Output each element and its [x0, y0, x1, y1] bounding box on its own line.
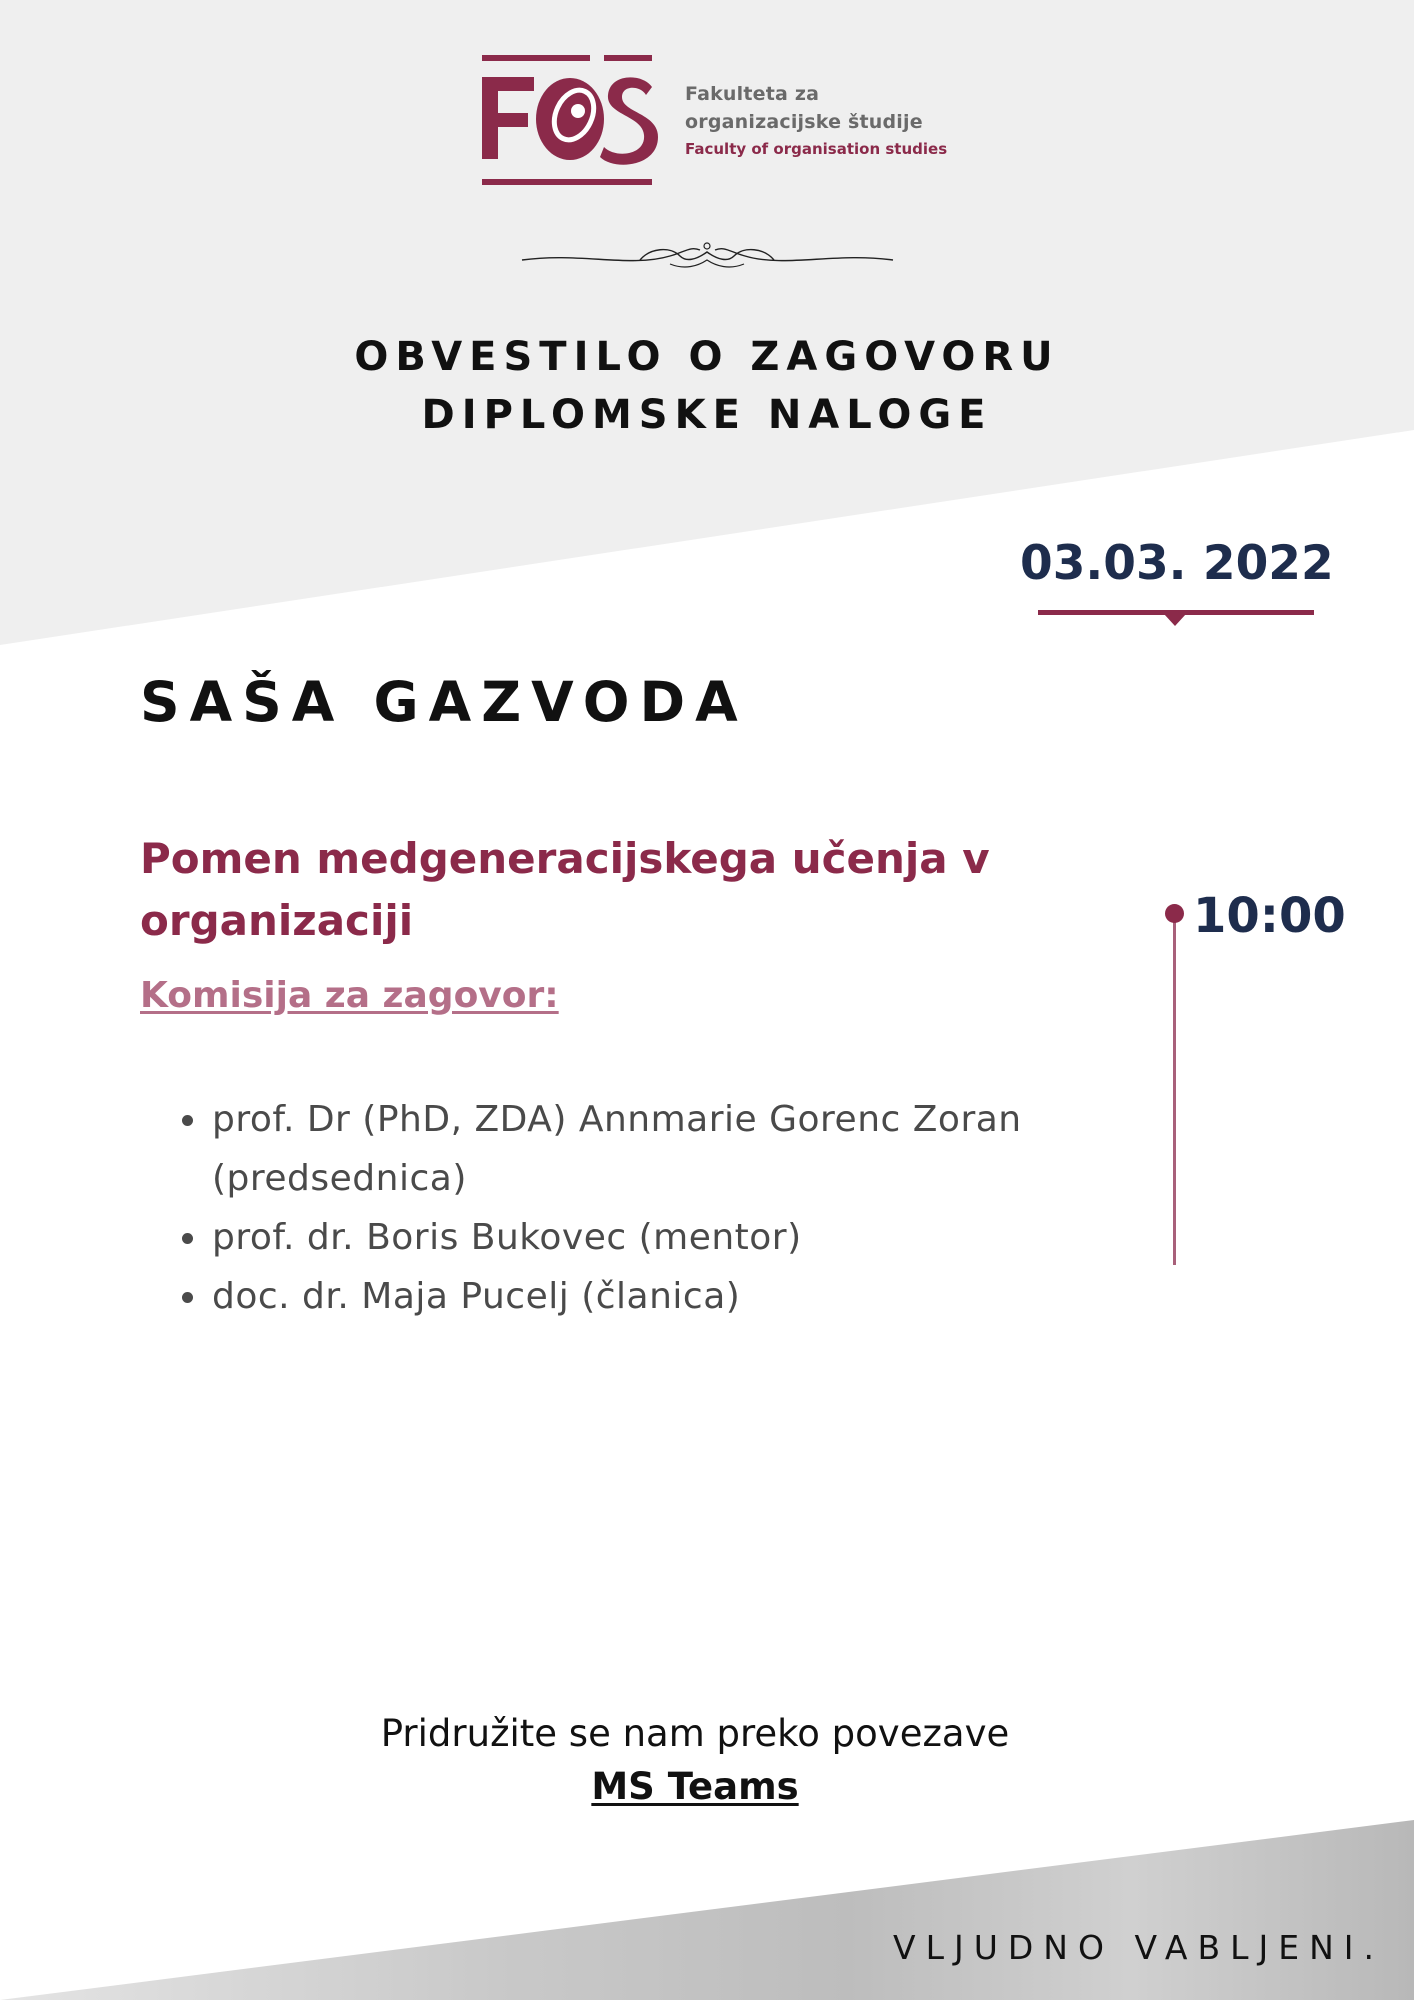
logo-line-3: Faculty of organisation studies: [685, 140, 948, 158]
candidate-name: SAŠA GAZVODA: [140, 670, 748, 734]
committee-member: • doc. dr. Maja Pucelj (članica): [210, 1267, 1190, 1326]
date-pointer-icon: [1164, 614, 1186, 626]
teams-link-row: [0, 1765, 1390, 1808]
committee-list: [170, 1090, 1190, 1326]
bottom-photo-band: [0, 1800, 1414, 2000]
logo-text: [685, 80, 947, 162]
ms-teams-link[interactable]: MS Teams: [591, 1765, 799, 1808]
logo-line-1: Fakulteta za: [685, 83, 820, 105]
committee-member: • prof. dr. Boris Bukovec (mentor): [210, 1208, 1190, 1267]
timeline-dot-icon: [1165, 904, 1184, 923]
event-time: 10:00: [1193, 888, 1346, 944]
welcome-text: VLJUDNO VABLJENI.: [893, 1928, 1384, 1967]
committee-heading: Komisija za zagovor:: [140, 975, 559, 1016]
notice-title: [0, 328, 1414, 444]
event-date: 03.03. 2022: [1020, 536, 1334, 591]
notice-title-line-1: OBVESTILO O ZAGOVORU: [354, 334, 1060, 380]
thesis-title: Pomen medgeneracijskega učenja v organizaciji: [140, 834, 990, 945]
join-text: Pridružite se nam preko povezave: [380, 1712, 1010, 1755]
notice-title-line-2: DIPLOMSKE NALOGE: [421, 392, 993, 438]
logo-line-2: organizacijske študije: [685, 111, 923, 133]
ornament-divider-icon: [520, 238, 895, 272]
timeline-line: [1173, 915, 1176, 1265]
committee-member: • prof. Dr (PhD, ZDA) Annmarie Gorenc Zoran (predsednica): [210, 1090, 1190, 1208]
